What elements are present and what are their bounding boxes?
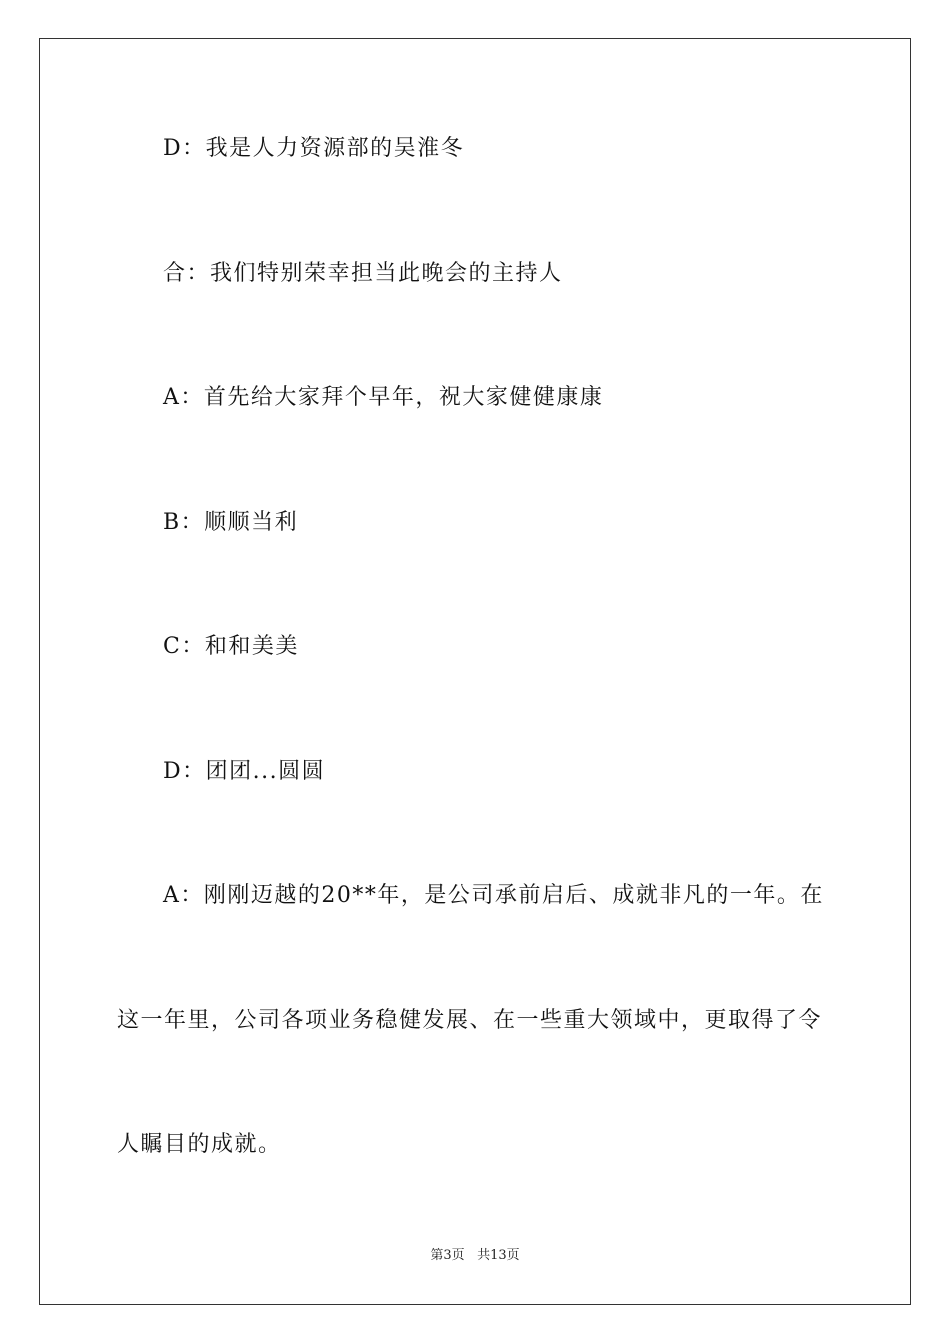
page-footer bbox=[0, 1248, 950, 1264]
dialogue-line-b: B：顺顺当利 bbox=[163, 510, 299, 535]
dialogue-line-c: C：和和美美 bbox=[163, 634, 299, 659]
page-border bbox=[39, 38, 911, 1305]
dialogue-line-a-greeting: A：首先给大家拜个早年，祝大家健健康康 bbox=[163, 385, 604, 410]
dialogue-line-d-intro: D：我是人力资源部的吴淮冬 bbox=[163, 136, 465, 161]
page-number: 第3页 bbox=[430, 1248, 465, 1263]
dialogue-line-together: 合：我们特别荣幸担当此晚会的主持人 bbox=[163, 261, 563, 286]
dialogue-line-d: D：团团...圆圆 bbox=[163, 759, 326, 784]
paragraph-line-1: A：刚刚迈越的20**年，是公司承前启后、成就非凡的一年。在 bbox=[163, 883, 824, 908]
page-total: 共13页 bbox=[477, 1248, 520, 1263]
paragraph-line-3: 人瞩目的成就。 bbox=[117, 1132, 282, 1157]
paragraph-line-2: 这一年里，公司各项业务稳健发展、在一些重大领域中，更取得了令 bbox=[117, 1008, 823, 1033]
